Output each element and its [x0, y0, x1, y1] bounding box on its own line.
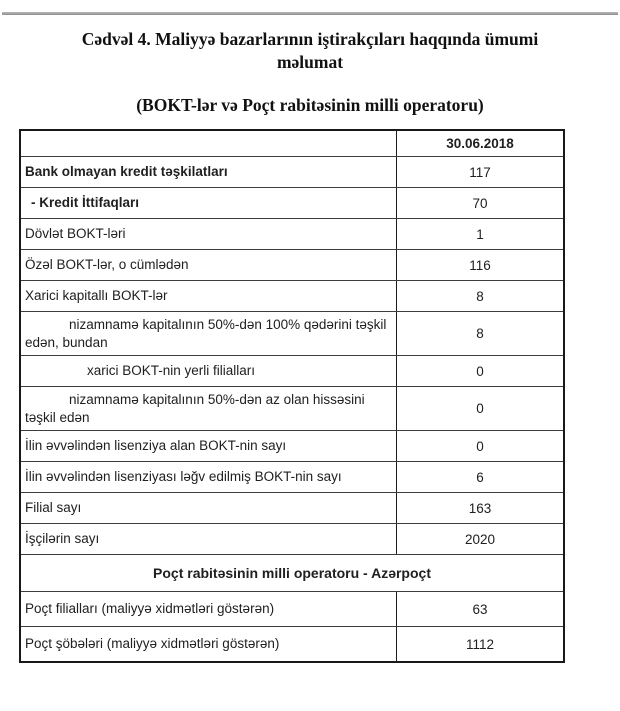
table-row — [21, 187, 563, 218]
table-row — [21, 430, 563, 461]
row-value: 2020 — [464, 531, 496, 547]
table-row — [21, 249, 563, 280]
row-value: 116 — [469, 257, 491, 273]
row-label: Xarici kapitallı BOKT-lər — [25, 288, 168, 303]
row-value: 8 — [476, 326, 484, 341]
table-row — [21, 311, 563, 355]
row-value: 0 — [476, 363, 484, 379]
table-title-line2: məlumat — [276, 52, 344, 72]
row-value: 163 — [468, 500, 492, 516]
section-band-row — [21, 554, 563, 591]
row-value: 117 — [469, 164, 491, 180]
table-row — [21, 523, 563, 554]
row-value: 0 — [476, 438, 484, 454]
row-label: nizamnamə kapitalının 50%-dən az olan hissəsini təşkil edən — [25, 391, 365, 425]
row-label: Poçt filialları (maliyyə xidmətləri göstərən) — [25, 601, 275, 616]
row-value: 6 — [476, 469, 484, 485]
header-empty-cell — [21, 131, 397, 156]
row-label: İlin əvvəlindən lisenziyası ləğv edilmiş BOKT-nin sayı — [25, 469, 342, 484]
table-row — [21, 355, 563, 386]
row-label: İşçilərin sayı — [25, 531, 100, 546]
table-row — [21, 280, 563, 311]
row-value: 1112 — [465, 636, 495, 652]
row-label: İlin əvvəlindən lisenziya alan BOKT-nin sayı — [25, 438, 287, 453]
table-title-line1: Cədvəl 4. Maliyyə bazarlarının iştirakçıları haqqında ümumi — [81, 29, 539, 49]
column-header-date: 30.06.2018 — [446, 136, 514, 151]
table-row — [21, 591, 563, 626]
row-value: 8 — [476, 288, 484, 304]
table-row — [21, 218, 563, 249]
table-row — [21, 156, 563, 187]
row-value: 63 — [472, 601, 488, 617]
row-label: nizamnamə kapitalının 50%-dən 100% qədərini təşkil edən, bundan — [25, 316, 387, 350]
row-value: 70 — [472, 195, 488, 211]
table-row — [21, 386, 563, 430]
table-title — [0, 28, 620, 74]
row-value: 1 — [476, 226, 484, 242]
table-subtitle: (BOKT-lər və Poçt rabitəsinin milli operatoru) — [136, 95, 484, 115]
row-value: 0 — [476, 401, 484, 416]
table-row — [21, 492, 563, 523]
data-table — [19, 129, 565, 663]
row-label: Poçt şöbələri (maliyyə xidmətləri göstərən) — [25, 636, 280, 651]
page — [0, 12, 620, 663]
row-label: Dövlət BOKT-ləri — [25, 226, 126, 241]
row-label: xarici BOKT-nin yerli filialları — [87, 363, 256, 378]
row-label: Filial sayı — [25, 500, 82, 515]
section-band-title: Poçt rabitəsinin milli operatoru - Azərpoçt — [153, 565, 431, 581]
row-label: Özəl BOKT-lər, o cümlədən — [25, 257, 189, 272]
table-row — [21, 626, 563, 661]
horizontal-rule — [2, 12, 618, 15]
table-row — [21, 461, 563, 492]
row-label: - Kredit İttifaqları — [31, 195, 140, 210]
table-header-row — [21, 131, 563, 156]
row-label: Bank olmayan kredit təşkilatları — [25, 164, 228, 179]
